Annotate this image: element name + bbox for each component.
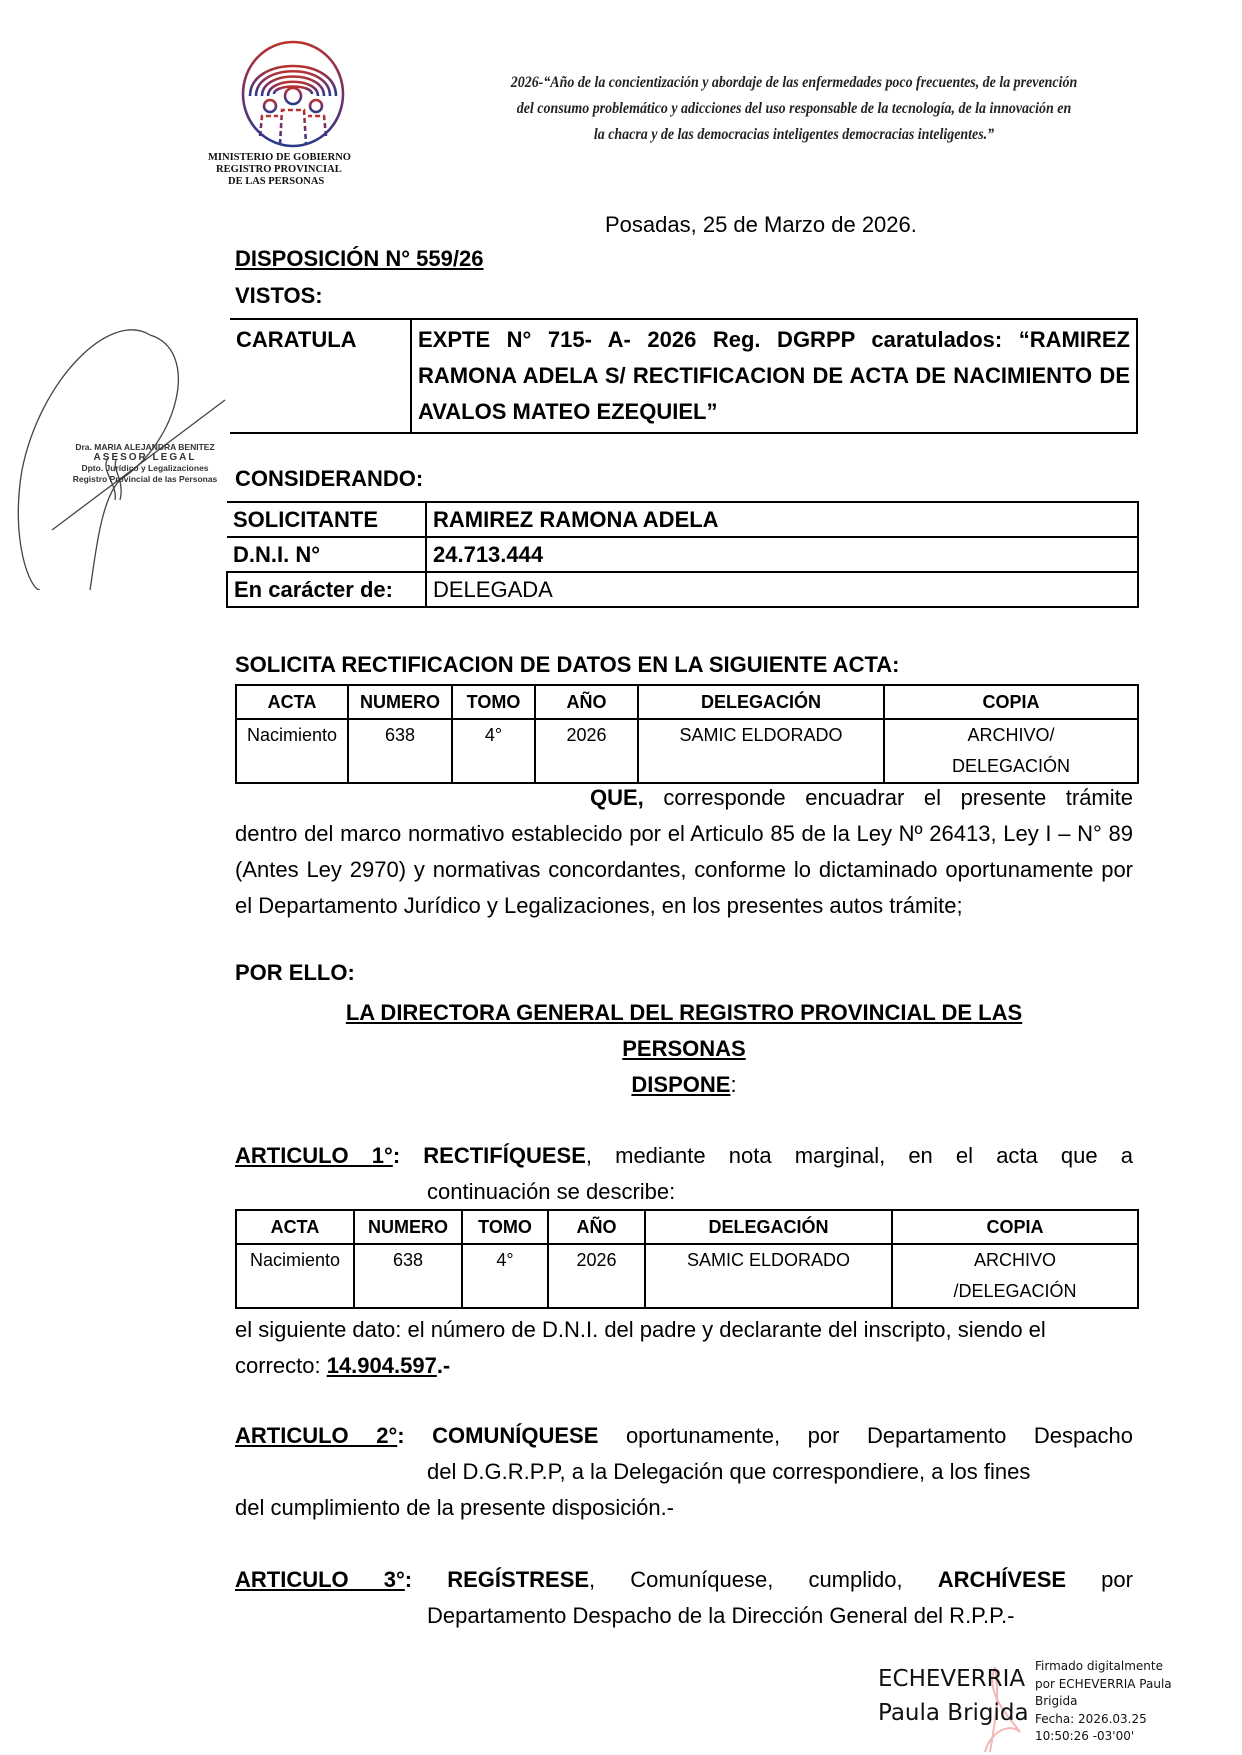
legal-advisor-stamp bbox=[70, 442, 220, 484]
article-label: ARTICULO 3° bbox=[235, 1567, 405, 1592]
que-keyword: QUE, bbox=[590, 785, 644, 810]
acta-cell: Nacimiento bbox=[236, 719, 348, 783]
considerando-heading: CONSIDERANDO: bbox=[235, 466, 424, 491]
acta-col-header: DELEGACIÓN bbox=[638, 685, 884, 719]
article-verb: ARCHÍVESE bbox=[937, 1567, 1067, 1592]
caratula-table bbox=[230, 318, 1138, 434]
authority-heading bbox=[235, 995, 1133, 1103]
acta-table-request bbox=[235, 684, 1139, 784]
role-value: DELEGADA bbox=[426, 572, 1138, 607]
stamp-line: Registro Provincial de las Personas bbox=[72, 473, 218, 484]
acta-cell: 638 bbox=[348, 719, 452, 783]
article-text: , mediante nota marginal, en el acta que a bbox=[585, 1143, 1133, 1168]
article-label: ARTICULO 1° bbox=[235, 1143, 393, 1168]
digital-signature-info bbox=[1035, 1658, 1172, 1746]
article-text: , Comuníquese, cumplido, bbox=[589, 1567, 938, 1592]
article-2: ARTICULO 2°: COMUNÍQUESE oportunamente, por Departamento Despacho del D.G.R.P.P, a la Delegación que correspondiere, a los fines del cumplimiento de la presente disposición.- bbox=[235, 1418, 1133, 1526]
dni-value: 24.713.444 bbox=[426, 537, 1138, 572]
acta-cell: 4° bbox=[462, 1244, 548, 1308]
signature-info-line: por ECHEVERRIA Paula bbox=[1035, 1676, 1172, 1691]
applicant-row bbox=[227, 572, 1138, 607]
acta-col-header: NUMERO bbox=[348, 685, 452, 719]
que-text: corresponde encuadrar el presente trámite dentro del marco normativo establecido por el Articulo 85 de la Ley Nº 26413, Ley I – N° 89 (Antes Ley 2970) y normativas concordantes, conforme lo dictaminado oportunamente por el Departamento Jurídico y Legalizaciones, en los presentes autos trámite; bbox=[235, 785, 1133, 918]
year-motto bbox=[470, 70, 1118, 148]
acta-col-header: TOMO bbox=[452, 685, 535, 719]
acta-header-row bbox=[236, 1210, 1138, 1244]
article-text: por bbox=[1066, 1567, 1133, 1592]
acta-data-row bbox=[236, 1244, 1138, 1308]
article-label: ARTICULO 2° bbox=[235, 1423, 398, 1448]
article-text: del cumplimiento de la presente disposición.- bbox=[235, 1495, 675, 1520]
acta-col-header: NUMERO bbox=[354, 1210, 462, 1244]
acta-col-header: DELEGACIÓN bbox=[645, 1210, 892, 1244]
signature-info-line: Fecha: 2026.03.25 bbox=[1035, 1711, 1147, 1726]
dni-label: D.N.I. N° bbox=[227, 537, 426, 572]
que-paragraph bbox=[235, 780, 1133, 924]
acta-cell: SAMIC ELDORADO bbox=[638, 719, 884, 783]
acta-col-header: ACTA bbox=[236, 1210, 354, 1244]
motto-line: 2026-“Año de la concientización y abordaje de las enfermedades poco frecuentes, de la prevención bbox=[510, 74, 1078, 91]
article-text: del D.G.R.P.P, a la Delegación que correspondiere, a los fines bbox=[427, 1459, 1031, 1484]
article-text: Departamento Despacho de la Dirección General del R.P.P.- bbox=[427, 1603, 1015, 1628]
acta-cell: 4° bbox=[452, 719, 535, 783]
registry-fingerprint-logo bbox=[238, 36, 348, 148]
acta-cell: SAMIC ELDORADO bbox=[645, 1244, 892, 1308]
stamp-line: Dra. MARIA ALEJANDRA BENITEZ bbox=[75, 442, 215, 452]
ministry-name bbox=[208, 152, 398, 188]
article-text: el siguiente dato: el número de D.N.I. del padre y declarante del inscripto, siendo el correcto: bbox=[235, 1317, 1046, 1378]
signer-line: Paula Brigida bbox=[878, 1700, 1029, 1726]
ministry-line: DE LAS PERSONAS bbox=[228, 176, 325, 187]
signature-info-line: Firmado digitalmente bbox=[1035, 1659, 1163, 1673]
applicant-label: SOLICITANTE bbox=[227, 502, 426, 537]
acta-cell: ARCHIVO/ DELEGACIÓN bbox=[884, 719, 1138, 783]
signature-info-line: Brigida bbox=[1035, 1694, 1078, 1708]
disposition-title: DISPOSICIÓN N° 559/26 bbox=[235, 246, 484, 271]
ministry-line: REGISTRO PROVINCIAL bbox=[216, 164, 342, 175]
acta-cell: ARCHIVO /DELEGACIÓN bbox=[892, 1244, 1138, 1308]
article-3: ARTICULO 3°: REGÍSTRESE, Comuníquese, cumplido, ARCHÍVESE por Departamento Despacho de la Dirección General del R.P.P.- bbox=[235, 1562, 1133, 1634]
ministry-line: MINISTERIO DE GOBIERNO bbox=[208, 152, 351, 163]
article-verb: REGÍSTRESE bbox=[447, 1567, 590, 1592]
acta-cell: Nacimiento bbox=[236, 1244, 354, 1308]
digital-signer-name bbox=[878, 1662, 1029, 1730]
acta-table-rectify bbox=[235, 1209, 1139, 1309]
applicant-table bbox=[226, 501, 1139, 608]
role-label: En carácter de: bbox=[227, 572, 426, 607]
article-1: ARTICULO 1°: RECTIFÍQUESE, mediante nota marginal, en el acta que a continuación se describe: bbox=[235, 1138, 1133, 1210]
por-ello-heading: POR ELLO: bbox=[235, 960, 355, 985]
vistos-heading: VISTOS: bbox=[235, 283, 323, 308]
correct-dni-value: 14.904.597 bbox=[326, 1353, 437, 1378]
acta-header-row bbox=[236, 685, 1138, 719]
solicita-heading: SOLICITA RECTIFICACION DE DATOS EN LA SIGUIENTE ACTA: bbox=[235, 652, 900, 677]
place-date: Posadas, 25 de Marzo de 2026. bbox=[605, 212, 917, 237]
dispone-colon: : bbox=[730, 1072, 737, 1097]
authority-line: PERSONAS bbox=[622, 1036, 746, 1061]
signature-info-line: 10:50:26 -03'00' bbox=[1035, 1729, 1135, 1743]
caratula-value: EXPTE N° 715- A- 2026 Reg. DGRPP caratulados: “RAMIREZ RAMONA ADELA S/ RECTIFICACION DE ACTA DE NACIMIENTO DE AVALOS MATEO EZEQUIEL” bbox=[411, 319, 1137, 433]
stamp-line: Dpto. Jurídico y Legalizaciones bbox=[81, 463, 209, 473]
acta-col-header: AÑO bbox=[535, 685, 638, 719]
caratula-label: CARATULA bbox=[230, 319, 411, 433]
caratula-row bbox=[230, 319, 1137, 433]
applicant-value: RAMIREZ RAMONA ADELA bbox=[426, 502, 1138, 537]
acta-cell: 2026 bbox=[535, 719, 638, 783]
article-verb: COMUNÍQUESE bbox=[432, 1423, 599, 1448]
authority-line: LA DIRECTORA GENERAL DEL REGISTRO PROVINCIAL DE LAS bbox=[345, 1000, 1023, 1025]
signer-line: ECHEVERRIA bbox=[878, 1666, 1026, 1692]
acta-col-header: COPIA bbox=[884, 685, 1138, 719]
article-text: oportunamente, por Departamento Despacho bbox=[598, 1423, 1133, 1448]
applicant-row bbox=[227, 537, 1138, 572]
acta-col-header: AÑO bbox=[548, 1210, 645, 1244]
article-text: continuación se describe: bbox=[427, 1179, 676, 1204]
motto-line: la chacra y de las democracias inteligentes democracias inteligentes.” bbox=[593, 126, 995, 143]
article-verb: RECTIFÍQUESE bbox=[423, 1143, 586, 1168]
acta-col-header: COPIA bbox=[892, 1210, 1138, 1244]
acta-cell: 638 bbox=[354, 1244, 462, 1308]
correct-suffix: .- bbox=[436, 1353, 451, 1378]
motto-line: del consumo problemático y adicciones del uso responsable de la tecnología, de la innovación en bbox=[516, 100, 1072, 117]
stamp-line: ASESOR LEGAL bbox=[93, 451, 197, 463]
acta-data-row bbox=[236, 719, 1138, 783]
article-1-continuation bbox=[235, 1312, 1133, 1384]
acta-cell: 2026 bbox=[548, 1244, 645, 1308]
acta-col-header: TOMO bbox=[462, 1210, 548, 1244]
applicant-row bbox=[227, 502, 1138, 537]
acta-col-header: ACTA bbox=[236, 685, 348, 719]
dispone-heading: DISPONE bbox=[631, 1072, 731, 1097]
